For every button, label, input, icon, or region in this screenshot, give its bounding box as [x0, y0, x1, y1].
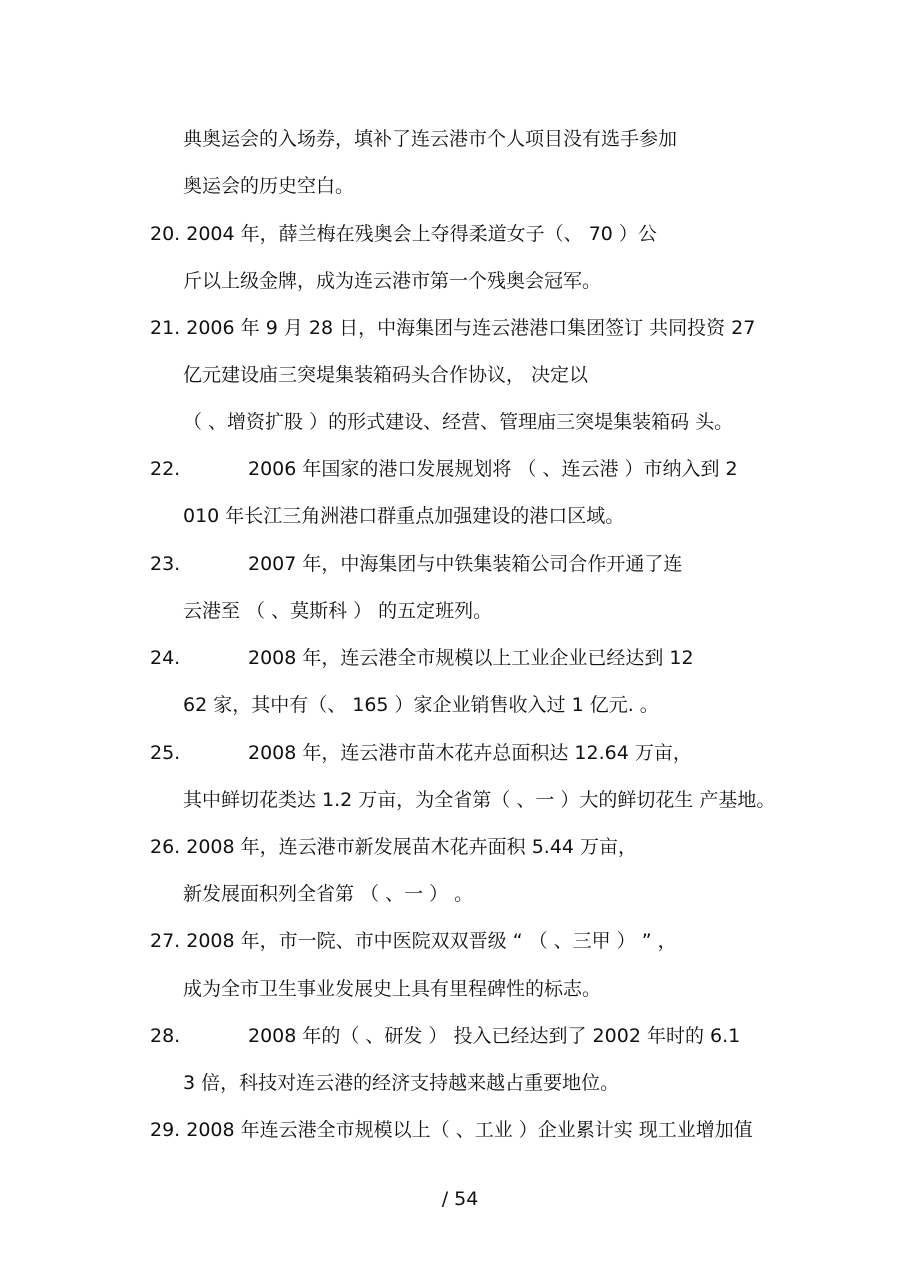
list-item-22: 2006 年国家的港口发展规划将 （ 、连云港 ）市纳入到 2 — [248, 458, 738, 480]
text-line: 3 倍，科技对连云港的经济支持越来越占重要地位。 — [183, 1072, 620, 1094]
list-number-28: 28. — [150, 1025, 181, 1047]
list-number-22: 22. — [150, 458, 181, 480]
list-item-26: 26. 2008 年，连云港市新发展苗木花卉面积 5.44 万亩， — [150, 836, 638, 858]
list-item-28: 2008 年的（ 、研发 ） 投入已经达到了 2002 年时的 6.1 — [248, 1025, 741, 1047]
text-line: 亿元建设庙三突堤集装箱码头合作协议， 决定以 — [183, 364, 589, 386]
list-number-23: 23. — [150, 553, 181, 575]
list-number-25: 25. — [150, 742, 181, 764]
list-item-25: 2008 年，连云港市苗木花卉总面积达 12.64 万亩， — [248, 742, 692, 764]
text-line: 云港至 （ 、莫斯科 ） 的五定班列。 — [183, 600, 493, 622]
text-line: 其中鲜切花类达 1.2 万亩，为全省第（ 、一 ）大的鲜切花生 产基地。 — [183, 789, 776, 811]
text-line: （ 、增资扩股 ）的形式建设、经营、管理庙三突堤集装箱码 头。 — [183, 411, 734, 433]
text-line: 新发展面积列全省第 （ 、一 ） 。 — [183, 883, 474, 905]
list-item-23: 2007 年，中海集团与中铁集装箱公司合作开通了连 — [248, 553, 683, 575]
list-item-29: 29. 2008 年连云港全市规模以上（ 、工业 ）企业累计实 现工业增加值 — [150, 1119, 753, 1141]
list-item-20: 20. 2004 年，薛兰梅在残奥会上夺得柔道女子（、 70 ）公 — [150, 223, 657, 245]
text-line: 成为全市卫生事业发展史上具有里程碑性的标志。 — [183, 978, 602, 1000]
list-item-27: 27. 2008 年，市一院、市中医院双双晋级 “ （ 、三甲 ） ” ， — [150, 930, 677, 952]
text-line: 斤以上级金牌，成为连云港市第一个残奥会冠军。 — [183, 270, 602, 292]
list-item-24: 2008 年，连云港全市规模以上工业企业已经达到 12 — [248, 647, 694, 669]
list-number-24: 24. — [150, 647, 181, 669]
list-item-21: 21. 2006 年 9 月 28 日，中海集团与连云港港口集团签订 共同投资 27 — [150, 317, 756, 339]
text-line: 奥运会的历史空白。 — [183, 175, 355, 197]
page-number: / 54 — [441, 1188, 479, 1210]
text-line: 典奥运会的入场券，填补了连云港市个人项目没有选手参加 — [183, 128, 678, 150]
text-line: 62 家，其中有（、 165 ）家企业销售收入过 1 亿元. 。 — [183, 694, 659, 716]
text-line: 010 年长江三角洲港口群重点加强建设的港口区域。 — [183, 505, 625, 527]
